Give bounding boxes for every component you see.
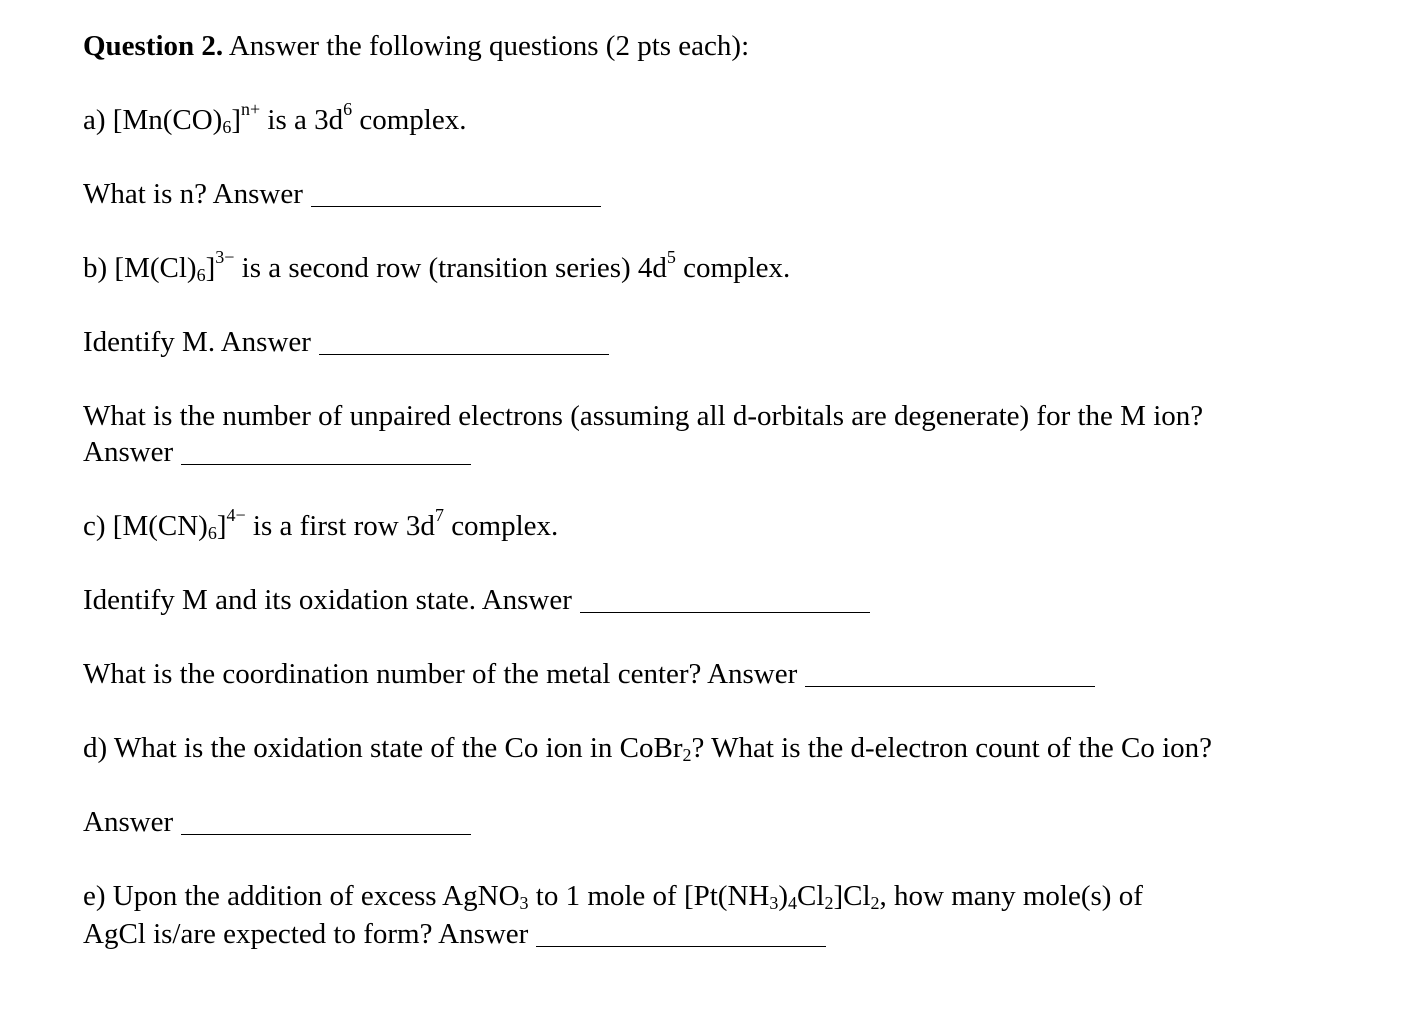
part-b-question-2: What is the number of unpaired electrons (assuming all d-orbitals are degenerate) for the M ion? <box>83 400 1204 432</box>
part-d-answer: Answer <box>83 804 471 840</box>
answer-blank-c1[interactable] <box>580 588 870 613</box>
part-e-statement: e) Upon the addition of excess AgNO$_3$ to 1 mole of $[Pt(NH_3)_4Cl_2]Cl_2$, how many mole(s) of <box>83 880 1143 913</box>
answer-blank-c2[interactable] <box>805 662 1095 687</box>
question-number: Question 2. <box>83 30 224 62</box>
part-b-question-1: Identify M. Answer <box>83 324 609 360</box>
part-c-statement: c) $[M(CN)_6]^{4-}$ is a first row $3d^7$ complex. <box>83 505 559 543</box>
part-c-question-1: Identify M and its oxidation state. Answer <box>83 582 870 618</box>
answer-blank-d[interactable] <box>181 810 471 835</box>
answer-blank-a[interactable] <box>311 182 601 207</box>
part-d-statement: d) What is the oxidation state of the Co ion in CoBr$_2$? What is the d-electron count of the Co ion? <box>83 732 1213 765</box>
part-c-question-2: What is the coordination number of the metal center? Answer <box>83 656 1095 692</box>
answer-blank-b2[interactable] <box>181 440 471 465</box>
answer-blank-b1[interactable] <box>319 330 609 355</box>
answer-blank-e[interactable] <box>536 922 826 947</box>
question-header <box>83 28 749 64</box>
question-instruction: Answer the following questions (2 pts each): <box>228 30 750 62</box>
part-b-statement: b) $[M(Cl)_6]^{3-}$ is a second row (transition series) $4d^5$ complex. <box>83 247 791 285</box>
part-e-answer: AgCl is/are expected to form? Answer <box>83 916 826 952</box>
part-a-question: What is n? Answer <box>83 176 601 212</box>
part-a-statement: a) $[Mn(CO)_6]^{n+}$ is a $3d^6$ complex. <box>83 99 467 137</box>
part-b-question-2-answer: Answer <box>83 434 471 470</box>
